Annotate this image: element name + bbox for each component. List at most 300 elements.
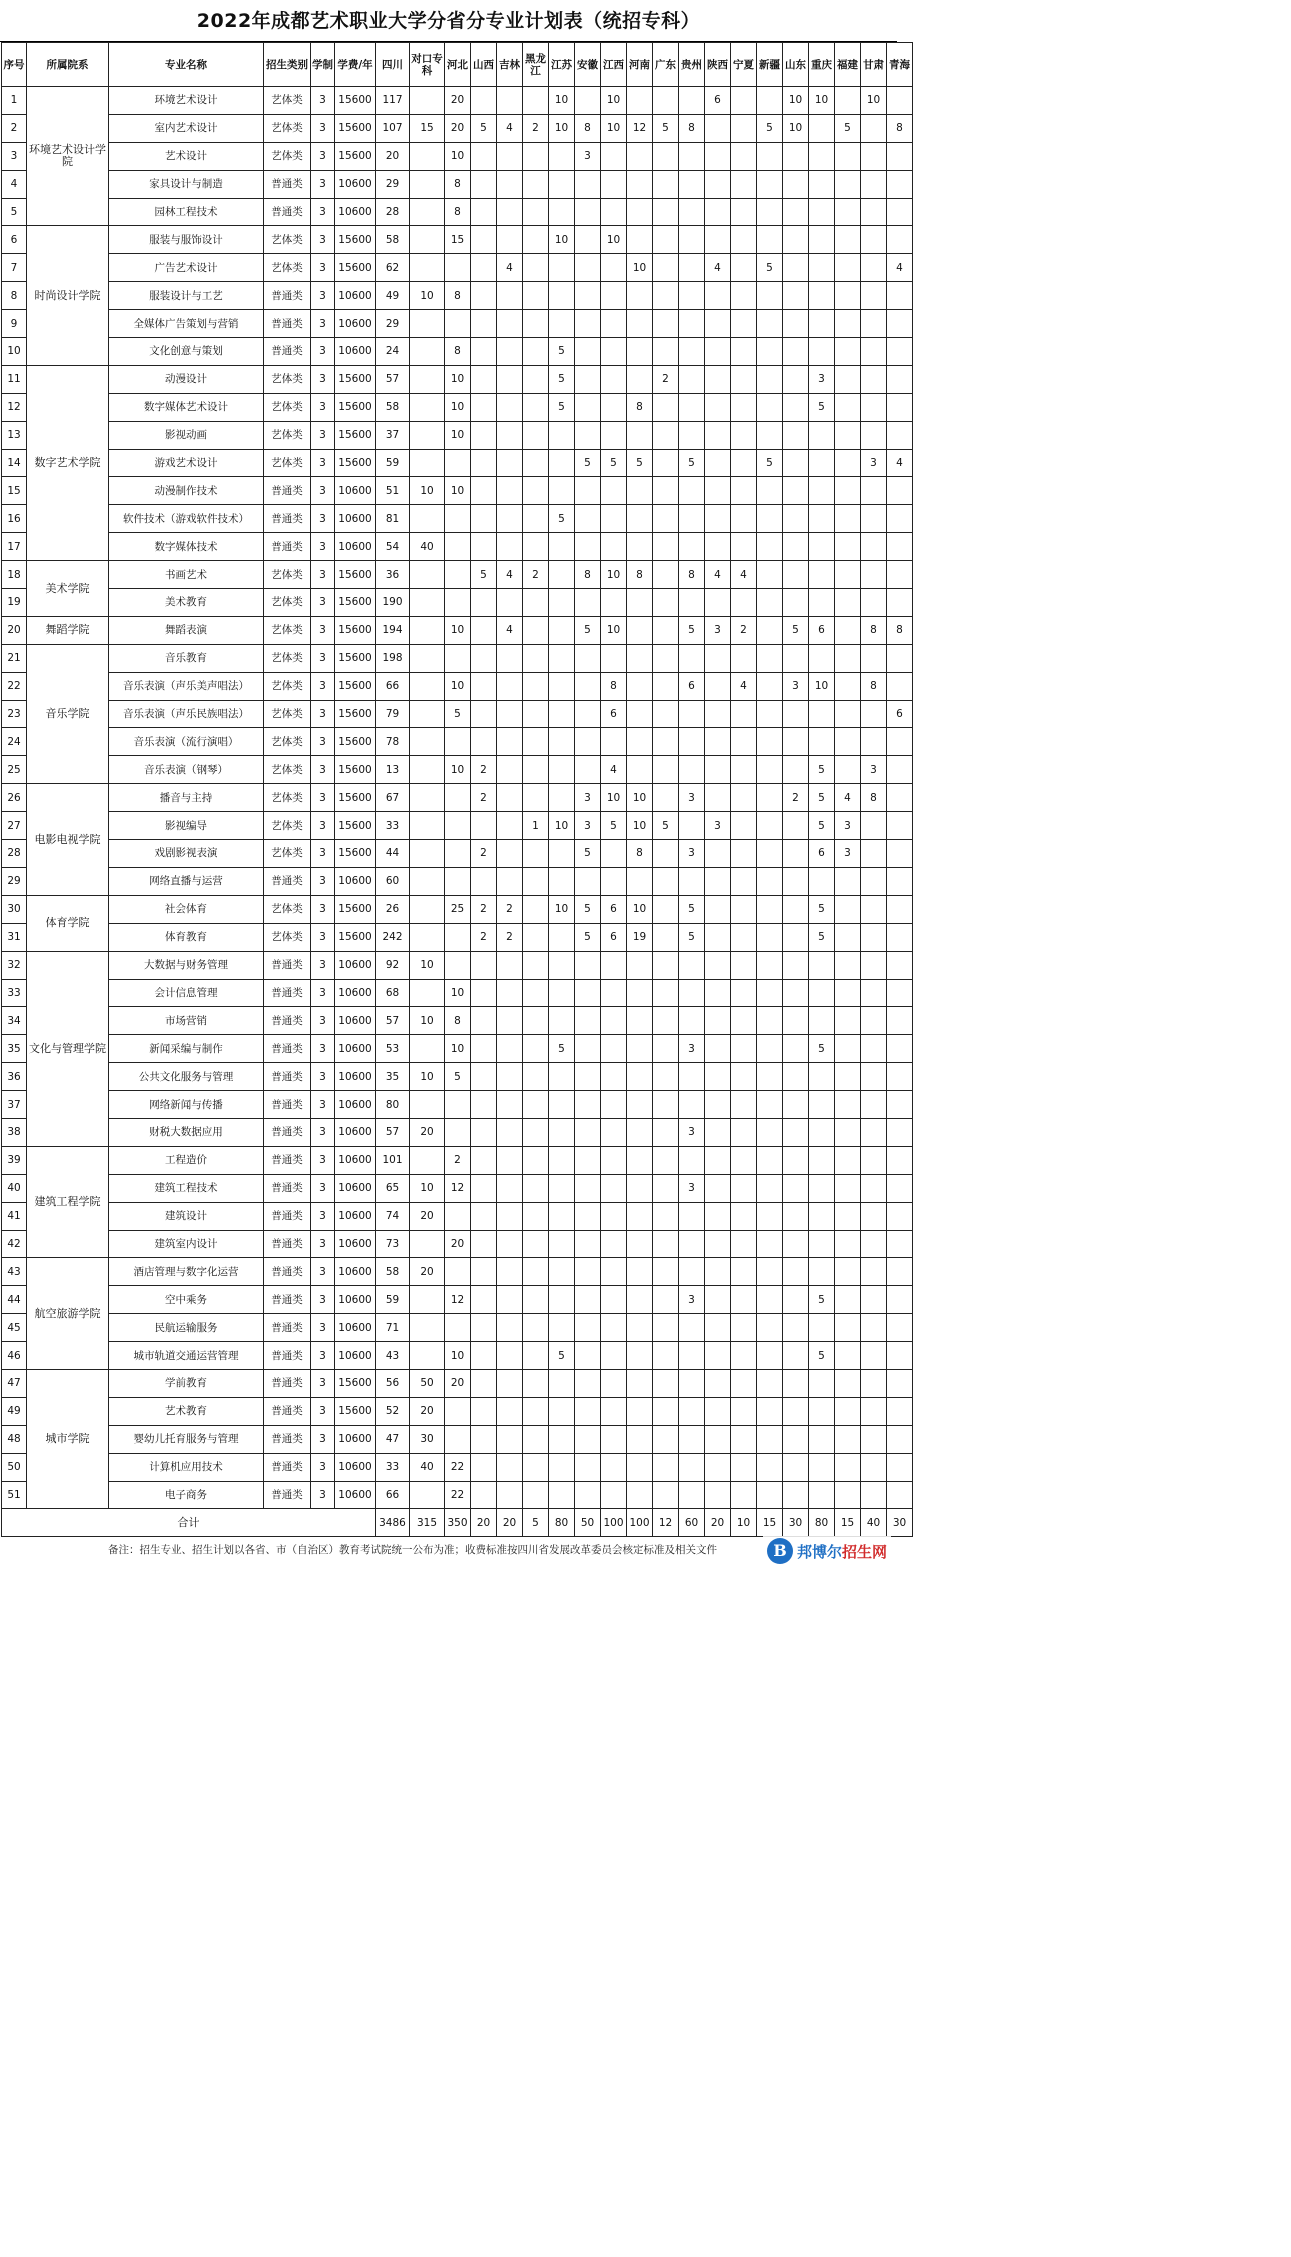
province-cell [887, 310, 913, 338]
province-cell [705, 533, 731, 561]
province-cell [731, 1369, 757, 1397]
fee-cell: 10600 [335, 282, 376, 310]
province-cell [731, 1397, 757, 1425]
province-cell [549, 282, 575, 310]
province-cell [497, 365, 523, 393]
province-cell [653, 1481, 679, 1509]
fee-cell: 10600 [335, 338, 376, 366]
category-cell: 普通类 [264, 1258, 311, 1286]
province-cell [653, 728, 679, 756]
row-no: 39 [2, 1146, 27, 1174]
province-cell [783, 282, 809, 310]
province-cell [731, 923, 757, 951]
province-cell [757, 505, 783, 533]
duikou-cell [410, 561, 445, 589]
province-cell [731, 1174, 757, 1202]
province-cell [471, 1174, 497, 1202]
province-cell [653, 644, 679, 672]
province-cell [523, 644, 549, 672]
category-cell: 艺体类 [264, 589, 311, 617]
province-cell [835, 310, 861, 338]
province-cell [575, 505, 601, 533]
province-cell [679, 505, 705, 533]
province-cell: 19 [627, 923, 653, 951]
province-cell [887, 867, 913, 895]
category-cell: 普通类 [264, 505, 311, 533]
province-cell [653, 1230, 679, 1258]
province-cell [861, 1425, 887, 1453]
province-cell: 12 [445, 1286, 471, 1314]
province-cell [497, 951, 523, 979]
province-cell [549, 784, 575, 812]
row-no: 44 [2, 1286, 27, 1314]
province-cell [549, 1425, 575, 1453]
province-cell [887, 505, 913, 533]
major-name: 艺术设计 [109, 142, 264, 170]
province-cell [653, 1118, 679, 1146]
province-cell [627, 672, 653, 700]
province-cell [757, 979, 783, 1007]
years-cell: 3 [311, 365, 335, 393]
province-cell [601, 1286, 627, 1314]
province-cell [575, 393, 601, 421]
province-cell [523, 728, 549, 756]
province-cell [783, 393, 809, 421]
major-name: 数字媒体艺术设计 [109, 393, 264, 421]
province-cell [601, 170, 627, 198]
province-cell [523, 1035, 549, 1063]
sichuan-cell: 47 [376, 1425, 410, 1453]
province-cell [705, 1118, 731, 1146]
province-cell [471, 449, 497, 477]
province-cell [887, 393, 913, 421]
province-cell [549, 1118, 575, 1146]
province-cell [835, 1007, 861, 1035]
fee-cell: 15600 [335, 142, 376, 170]
province-cell [783, 561, 809, 589]
sichuan-cell: 62 [376, 254, 410, 282]
fee-cell: 10600 [335, 1146, 376, 1174]
province-cell [575, 867, 601, 895]
province-cell [835, 1314, 861, 1342]
province-cell [575, 1342, 601, 1370]
province-cell [549, 700, 575, 728]
province-cell [679, 533, 705, 561]
province-cell: 10 [445, 365, 471, 393]
fee-cell: 15600 [335, 644, 376, 672]
province-cell [783, 421, 809, 449]
category-cell: 艺体类 [264, 449, 311, 477]
province-cell [705, 840, 731, 868]
province-cell: 10 [549, 114, 575, 142]
province-cell [809, 1091, 835, 1119]
province-cell [471, 1258, 497, 1286]
province-cell [627, 1118, 653, 1146]
dept-cell: 城市学院 [27, 1369, 109, 1508]
duikou-cell [410, 198, 445, 226]
dept-cell: 环境艺术设计学院 [27, 87, 109, 226]
province-cell [757, 756, 783, 784]
province-cell [731, 1118, 757, 1146]
province-cell [783, 477, 809, 505]
province-cell [523, 840, 549, 868]
province-cell [757, 1202, 783, 1230]
sichuan-cell: 33 [376, 812, 410, 840]
province-cell [653, 1202, 679, 1230]
province-cell [523, 1369, 549, 1397]
province-cell [783, 1342, 809, 1370]
row-no: 26 [2, 784, 27, 812]
province-cell [783, 365, 809, 393]
province-cell [497, 449, 523, 477]
dept-cell: 文化与管理学院 [27, 951, 109, 1146]
province-cell [523, 1230, 549, 1258]
province-cell [731, 198, 757, 226]
province-cell [653, 87, 679, 115]
province-cell: 4 [731, 672, 757, 700]
province-cell [627, 756, 653, 784]
duikou-cell [410, 310, 445, 338]
province-cell: 4 [497, 561, 523, 589]
category-cell: 艺体类 [264, 561, 311, 589]
fee-cell: 15600 [335, 812, 376, 840]
duikou-cell [410, 700, 445, 728]
sichuan-cell: 29 [376, 170, 410, 198]
header-major: 专业名称 [109, 43, 264, 87]
province-cell [679, 1007, 705, 1035]
fee-cell: 10600 [335, 1007, 376, 1035]
province-cell [627, 421, 653, 449]
province-cell [783, 1174, 809, 1202]
province-cell [835, 142, 861, 170]
province-cell [757, 226, 783, 254]
sichuan-cell: 58 [376, 226, 410, 254]
province-cell [809, 644, 835, 672]
fee-cell: 15600 [335, 365, 376, 393]
province-cell [887, 1481, 913, 1509]
category-cell: 普通类 [264, 1007, 311, 1035]
major-name: 服装与服饰设计 [109, 226, 264, 254]
table-row [2, 784, 913, 812]
major-name: 动漫设计 [109, 365, 264, 393]
province-cell [575, 310, 601, 338]
province-cell [523, 672, 549, 700]
province-cell [523, 1314, 549, 1342]
province-cell: 8 [445, 1007, 471, 1035]
province-cell [601, 1314, 627, 1342]
province-cell [861, 1091, 887, 1119]
province-cell [601, 728, 627, 756]
table-row [2, 365, 913, 393]
province-cell: 5 [627, 449, 653, 477]
table-body [2, 87, 913, 1537]
province-cell [627, 951, 653, 979]
province-cell [835, 895, 861, 923]
duikou-cell [410, 505, 445, 533]
province-cell [471, 644, 497, 672]
province-cell [835, 644, 861, 672]
province-cell [445, 923, 471, 951]
province-cell [471, 142, 497, 170]
province-cell [887, 338, 913, 366]
province-cell [679, 1453, 705, 1481]
province-cell [861, 226, 887, 254]
duikou-cell: 30 [410, 1425, 445, 1453]
province-cell [679, 1481, 705, 1509]
province-cell [445, 812, 471, 840]
province-cell: 8 [861, 672, 887, 700]
category-cell: 普通类 [264, 867, 311, 895]
province-cell [575, 226, 601, 254]
page-title: 2022年成都艺术职业大学分省分专业计划表（统招专科） [0, 0, 897, 42]
province-cell [757, 338, 783, 366]
major-name: 动漫制作技术 [109, 477, 264, 505]
province-cell [523, 979, 549, 1007]
province-cell [861, 895, 887, 923]
province-cell [757, 170, 783, 198]
duikou-cell [410, 365, 445, 393]
province-cell [861, 533, 887, 561]
province-cell [627, 365, 653, 393]
duikou-cell: 10 [410, 951, 445, 979]
province-cell [679, 1342, 705, 1370]
province-cell: 2 [523, 561, 549, 589]
province-cell [523, 338, 549, 366]
province-cell [575, 1146, 601, 1174]
province-cell [705, 1146, 731, 1174]
province-cell [731, 756, 757, 784]
province-cell [861, 951, 887, 979]
province-cell [549, 616, 575, 644]
province-cell [601, 477, 627, 505]
header-province: 山东 [783, 43, 809, 87]
header-fee: 学费/年 [335, 43, 376, 87]
years-cell: 3 [311, 951, 335, 979]
header-province: 甘肃 [861, 43, 887, 87]
province-cell [549, 421, 575, 449]
province-cell [471, 421, 497, 449]
years-cell: 3 [311, 505, 335, 533]
province-cell: 8 [861, 784, 887, 812]
years-cell: 3 [311, 114, 335, 142]
total-label: 合计 [2, 1509, 376, 1537]
province-cell [835, 282, 861, 310]
province-cell [809, 254, 835, 282]
province-cell: 15 [445, 226, 471, 254]
major-name: 大数据与财务管理 [109, 951, 264, 979]
province-cell [627, 1342, 653, 1370]
province-cell [575, 1258, 601, 1286]
major-name: 书画艺术 [109, 561, 264, 589]
province-cell [653, 1342, 679, 1370]
table-row [2, 170, 913, 198]
province-cell [471, 867, 497, 895]
province-cell: 5 [549, 1035, 575, 1063]
sichuan-cell: 28 [376, 198, 410, 226]
table-row [2, 895, 913, 923]
province-cell [523, 867, 549, 895]
province-cell [861, 505, 887, 533]
province-cell [809, 1397, 835, 1425]
years-cell: 3 [311, 393, 335, 421]
province-cell [497, 226, 523, 254]
fee-cell: 15600 [335, 616, 376, 644]
fee-cell: 15600 [335, 840, 376, 868]
province-cell [731, 1314, 757, 1342]
province-cell: 8 [679, 561, 705, 589]
province-cell [523, 533, 549, 561]
province-cell [835, 533, 861, 561]
province-cell [627, 338, 653, 366]
category-cell: 艺体类 [264, 87, 311, 115]
province-cell [627, 1481, 653, 1509]
province-cell [809, 1230, 835, 1258]
duikou-cell [410, 226, 445, 254]
province-cell [809, 1425, 835, 1453]
sichuan-cell: 66 [376, 1481, 410, 1509]
major-name: 计算机应用技术 [109, 1453, 264, 1481]
major-name: 室内艺术设计 [109, 114, 264, 142]
years-cell: 3 [311, 1342, 335, 1370]
sichuan-cell: 20 [376, 142, 410, 170]
fee-cell: 10600 [335, 951, 376, 979]
province-cell: 2 [471, 840, 497, 868]
province-cell [653, 1453, 679, 1481]
province-cell [575, 1453, 601, 1481]
province-cell [887, 728, 913, 756]
province-cell: 3 [679, 1118, 705, 1146]
province-cell: 5 [809, 1286, 835, 1314]
province-cell: 10 [809, 87, 835, 115]
province-cell: 6 [601, 923, 627, 951]
province-cell [757, 561, 783, 589]
duikou-cell [410, 728, 445, 756]
sichuan-cell: 59 [376, 1286, 410, 1314]
dept-cell: 电影电视学院 [27, 784, 109, 896]
province-cell: 5 [601, 812, 627, 840]
province-cell: 10 [783, 114, 809, 142]
province-cell [601, 310, 627, 338]
province-cell [497, 672, 523, 700]
province-cell [835, 923, 861, 951]
province-cell [653, 421, 679, 449]
years-cell: 3 [311, 979, 335, 1007]
province-cell: 10 [627, 254, 653, 282]
total-province: 80 [549, 1509, 575, 1537]
duikou-cell [410, 87, 445, 115]
province-cell [497, 784, 523, 812]
sichuan-cell: 29 [376, 310, 410, 338]
province-cell [731, 142, 757, 170]
province-cell [653, 393, 679, 421]
total-province: 12 [653, 1509, 679, 1537]
province-cell [627, 1007, 653, 1035]
province-cell: 10 [549, 87, 575, 115]
province-cell [835, 365, 861, 393]
total-province: 350 [445, 1509, 471, 1537]
province-cell [705, 505, 731, 533]
major-name: 网络新闻与传播 [109, 1091, 264, 1119]
province-cell [783, 1007, 809, 1035]
province-cell [679, 1063, 705, 1091]
major-name: 建筑室内设计 [109, 1230, 264, 1258]
major-name: 游戏艺术设计 [109, 449, 264, 477]
province-cell [471, 1035, 497, 1063]
province-cell [653, 700, 679, 728]
province-cell [627, 310, 653, 338]
province-cell [861, 1063, 887, 1091]
years-cell: 3 [311, 1091, 335, 1119]
province-cell [679, 477, 705, 505]
province-cell: 5 [575, 923, 601, 951]
province-cell [835, 1369, 861, 1397]
province-cell [705, 728, 731, 756]
province-cell [705, 393, 731, 421]
major-name: 学前教育 [109, 1369, 264, 1397]
province-cell [549, 1091, 575, 1119]
province-cell: 5 [809, 393, 835, 421]
major-name: 文化创意与策划 [109, 338, 264, 366]
province-cell: 20 [445, 1230, 471, 1258]
province-cell [757, 1397, 783, 1425]
fee-cell: 10600 [335, 533, 376, 561]
province-cell [783, 1425, 809, 1453]
province-cell [627, 1063, 653, 1091]
province-cell [523, 393, 549, 421]
major-name: 软件技术（游戏软件技术） [109, 505, 264, 533]
province-cell [731, 644, 757, 672]
province-cell [627, 1146, 653, 1174]
sichuan-cell: 107 [376, 114, 410, 142]
province-cell [783, 310, 809, 338]
row-no: 51 [2, 1481, 27, 1509]
table-header [2, 43, 913, 87]
province-cell [653, 505, 679, 533]
province-cell [705, 923, 731, 951]
province-cell: 10 [445, 1035, 471, 1063]
province-cell [549, 1202, 575, 1230]
province-cell: 5 [757, 449, 783, 477]
province-cell [835, 1063, 861, 1091]
row-no: 16 [2, 505, 27, 533]
province-cell [783, 254, 809, 282]
fee-cell: 15600 [335, 1369, 376, 1397]
fee-cell: 15600 [335, 672, 376, 700]
province-cell [809, 1118, 835, 1146]
province-cell [809, 1174, 835, 1202]
major-name: 音乐表演（流行演唱） [109, 728, 264, 756]
row-no: 18 [2, 561, 27, 589]
table-row [2, 589, 913, 617]
province-cell [497, 1230, 523, 1258]
province-cell [705, 114, 731, 142]
province-cell [549, 979, 575, 1007]
row-no: 48 [2, 1425, 27, 1453]
major-name: 公共文化服务与管理 [109, 1063, 264, 1091]
row-no: 27 [2, 812, 27, 840]
province-cell [861, 561, 887, 589]
province-cell [809, 505, 835, 533]
category-cell: 普通类 [264, 198, 311, 226]
fee-cell: 15600 [335, 561, 376, 589]
province-cell [601, 1258, 627, 1286]
province-cell [887, 644, 913, 672]
sichuan-cell: 36 [376, 561, 410, 589]
province-cell [471, 198, 497, 226]
province-cell [679, 338, 705, 366]
province-cell [549, 170, 575, 198]
major-name: 市场营销 [109, 1007, 264, 1035]
